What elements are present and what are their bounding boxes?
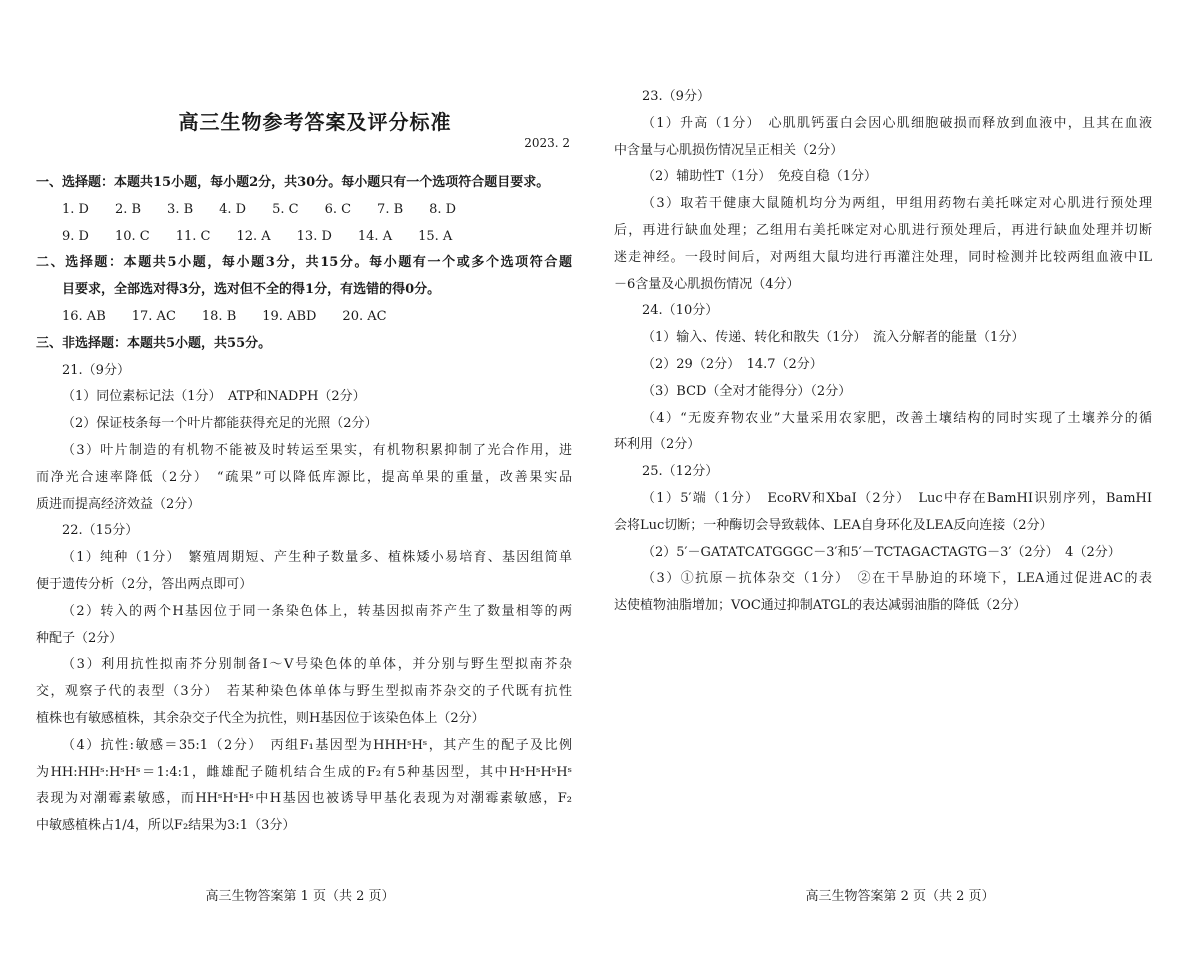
- answer-line: 中敏感植株占1/4，所以F₂结果为3:1（3分）: [36, 818, 296, 834]
- answer-line: －6含量及心肌损伤情况（4分）: [614, 276, 800, 292]
- answer-line: 25.（12分）: [642, 464, 719, 480]
- answer-line: 三、非选择题：本题共5小题，共55分。: [36, 335, 272, 351]
- answer-line: 21.（9分）: [62, 362, 130, 378]
- answer-line: 9. D 10. C 11. C 12. A 13. D 14. A 15. A: [62, 228, 453, 244]
- answer-line: 22.（15分）: [62, 523, 139, 539]
- page-2-body: [614, 84, 1152, 620]
- answer-line: 24.（10分）: [642, 303, 719, 319]
- answer-line: 中含量与心肌损伤情况呈正相关（2分）: [614, 142, 844, 158]
- answer-page-2: [600, 0, 1200, 957]
- answer-line: 二、选择题：本题共5小题，每小题3分，共15分。每小题有一个或多个选项符合题: [36, 255, 572, 271]
- answer-line: 23.（9分）: [642, 89, 710, 104]
- document-title: 高三生物参考答案及评分标准: [178, 110, 452, 134]
- answer-line: （1）输入、传递、转化和散失（1分） 流入分解者的能量（1分）: [642, 330, 1025, 346]
- answer-line: 便于遗传分析（2分，答出两点即可）: [36, 576, 253, 592]
- answer-line: （4）“无废弃物农业”大量采用农家肥，改善土壤结构的同时实现了土壤养分的循: [642, 410, 1152, 426]
- answer-line: 迷走神经。一段时间后，对两组大鼠均进行再灌注处理，同时检测并比较两组血液中IL: [614, 249, 1152, 265]
- document-date: 2023. 2: [524, 136, 570, 150]
- answer-line: 交，观察子代的表型（3分） 若某种染色体单体与野生型拟南芥杂交的子代既有抗性: [36, 684, 572, 700]
- answer-line: （1）5′端（1分） EcoRV和XbaI（2分） Luc中存在BamHI识别序列，BamHI: [642, 490, 1152, 506]
- answer-line: 环利用（2分）: [614, 437, 701, 453]
- answer-line: 一、选择题：本题共15小题，每小题2分，共30分。每小题只有一个选项符合题目要求。: [36, 175, 550, 190]
- answer-line: 会将Luc切断；一种酶切会导致载体、LEA自身环化及LEA反向连接（2分）: [614, 517, 1053, 533]
- answer-line: （1）升高（1分） 心肌肌钙蛋白会因心肌细胞破损而释放到血液中，且其在血液: [642, 115, 1152, 131]
- answer-line: （3）取若干健康大鼠随机均分为两组，甲组用药物右美托咪定对心肌进行预处理: [642, 196, 1152, 212]
- page-1-footer: 高三生物答案第 1 页（共 2 页）: [205, 889, 395, 904]
- answer-line: （3）叶片制造的有机物不能被及时转运至果实，有机物积累抑制了光合作用，进: [62, 442, 572, 458]
- answer-line: （2）5′－GATATCATGGGC－3′和5′－TCTAGACTAGTG－3′（2分） 4（2分）: [642, 544, 1121, 560]
- answer-line: （3）利用抗性拟南芥分别制备Ⅰ～Ⅴ号染色体的单体，并分别与野生型拟南芥杂: [62, 657, 572, 673]
- answer-line: 表现为对潮霉素敏感，而HHˢHˢHˢ中H基因也被诱导甲基化表现为对潮霉素敏感，F₂: [36, 791, 572, 807]
- answer-line: 种配子（2分）: [36, 630, 123, 646]
- answer-line: 1. D 2. B 3. B 4. D 5. C 6. C 7. B 8. D: [62, 201, 457, 217]
- answer-line: （2）转入的两个H基因位于同一条染色体上，转基因拟南芥产生了数量相等的两: [62, 603, 572, 619]
- page-2-footer: 高三生物答案第 2 页（共 2 页）: [805, 889, 995, 904]
- answer-line: 16. AB 17. AC 18. B 19. ABD 20. AC: [62, 308, 387, 324]
- answer-line: 目要求，全部选对得3分，选对但不全的得1分，有选错的得0分。: [62, 282, 441, 298]
- answer-line: （1）纯种（1分） 繁殖周期短、产生种子数量多、植株矮小易培育、基因组简单: [62, 550, 572, 566]
- answer-line: 为HH:HHˢ:HˢHˢ＝1:4:1，雌雄配子随机结合生成的F₂有5种基因型，其中HˢHˢHˢHˢ: [36, 764, 572, 780]
- answer-line: （3）BCD（全对才能得分）（2分）: [642, 383, 852, 399]
- answer-line: （2）辅助性T（1分） 免疫自稳（1分）: [642, 169, 877, 185]
- answer-line: 后，再进行缺血处理；乙组用右美托咪定对心肌进行预处理后，再进行缺血处理并切断: [614, 222, 1152, 238]
- answer-line: 而净光合速率降低（2分） “疏果”可以降低库源比，提高单果的重量，改善果实品: [36, 469, 572, 485]
- answer-line: 质进而提高经济效益（2分）: [36, 496, 201, 512]
- answer-line: （4）抗性:敏感＝35:1（2分） 丙组F₁基因型为HHHˢHˢ，其产生的配子及比例: [62, 737, 572, 753]
- answer-line: 达使植物油脂增加；VOC通过抑制ATGL的表达减弱油脂的降低（2分）: [614, 598, 1027, 614]
- answer-line: （2）29（2分） 14.7（2分）: [642, 356, 823, 372]
- page-1-body: [36, 170, 572, 840]
- answer-line: 植株也有敏感植株，其余杂交子代全为抗性，则H基因位于该染色体上（2分）: [36, 710, 485, 726]
- answer-line: （1）同位素标记法（1分） ATP和NADPH（2分）: [62, 389, 366, 405]
- answer-line: （3）①抗原－抗体杂交（1分） ②在干旱胁迫的环境下，LEA通过促进AC的表: [642, 571, 1152, 587]
- answer-line: （2）保证枝条每一个叶片都能获得充足的光照（2分）: [62, 416, 378, 432]
